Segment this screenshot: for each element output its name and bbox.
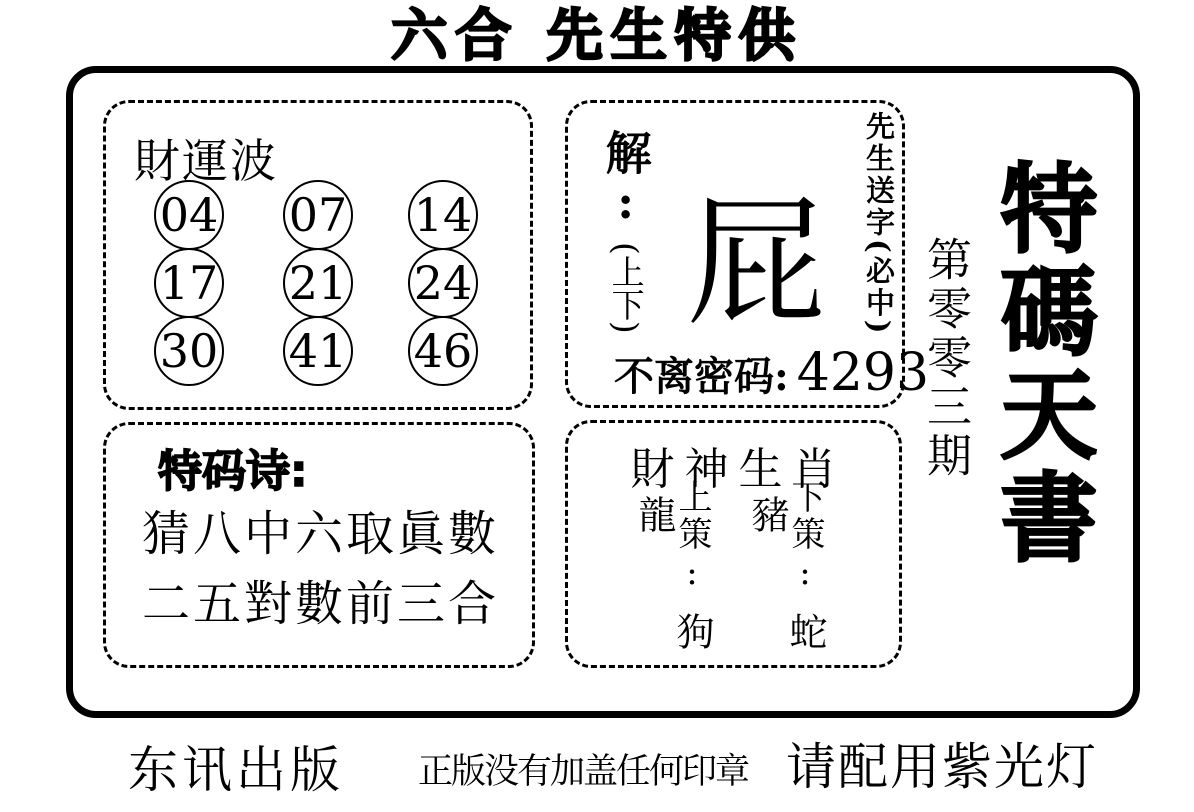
number-circle-41: 41 xyxy=(283,316,353,386)
number-circle-46: 46 xyxy=(408,316,478,386)
number-circle-04: 04 xyxy=(154,180,224,250)
edition-title: 特碼天書 xyxy=(983,158,1098,570)
poem-line-1: 猜八中六取眞數 xyxy=(142,506,500,562)
number-circle-30: 30 xyxy=(154,316,224,386)
zodiac-animal-pig: 豬 xyxy=(745,495,789,533)
uv-light-tip: 请配用紫光灯 xyxy=(786,738,1098,796)
zodiac-animal-snake: 蛇 xyxy=(783,612,827,650)
poem-line-2: 二五對數前三合 xyxy=(142,576,500,632)
password-row xyxy=(614,343,929,403)
answer-label: 解: xyxy=(598,129,653,229)
zodiac-animal-dog: 狗 xyxy=(670,612,714,650)
answer-character: 屁 xyxy=(685,183,826,346)
zodiac-animal-dragon: 龍 xyxy=(632,495,676,533)
password-label: 不离密码: xyxy=(614,353,789,400)
number-circle-21: 21 xyxy=(283,248,353,318)
number-circle-14: 14 xyxy=(408,180,478,250)
fortune-wave-title: 財運波 xyxy=(134,134,278,188)
publisher-text: 东讯出版 xyxy=(128,741,344,799)
number-circle-07: 07 xyxy=(283,180,353,250)
zodiac-box xyxy=(565,420,902,668)
zodiac-title: 財神生肖 xyxy=(630,444,847,495)
sender-note: 先生送字(必中) xyxy=(862,111,896,337)
zodiac-column-upper xyxy=(632,479,714,665)
edition-issue: 第零零三期 xyxy=(919,236,972,481)
special-poem-title: 特码诗: xyxy=(158,446,308,497)
lower-strategy-label: 下策: xyxy=(785,479,825,596)
special-poem-box xyxy=(103,422,535,668)
upper-strategy-label: 上策: xyxy=(672,479,712,596)
number-circle-17: 17 xyxy=(154,248,224,318)
answer-sublabel: (上下) xyxy=(606,242,646,334)
fortune-wave-box xyxy=(103,100,533,410)
main-box xyxy=(66,66,1140,718)
answer-box xyxy=(565,100,930,408)
page-title: 六合 先生特供 xyxy=(391,4,803,69)
zodiac-column-lower xyxy=(745,479,827,665)
number-circle-24: 24 xyxy=(408,248,478,318)
answer-label-column xyxy=(600,129,651,334)
password-value: 4293 xyxy=(796,343,930,403)
authenticity-notice: 正版没有加盖任何印章 xyxy=(418,752,749,792)
